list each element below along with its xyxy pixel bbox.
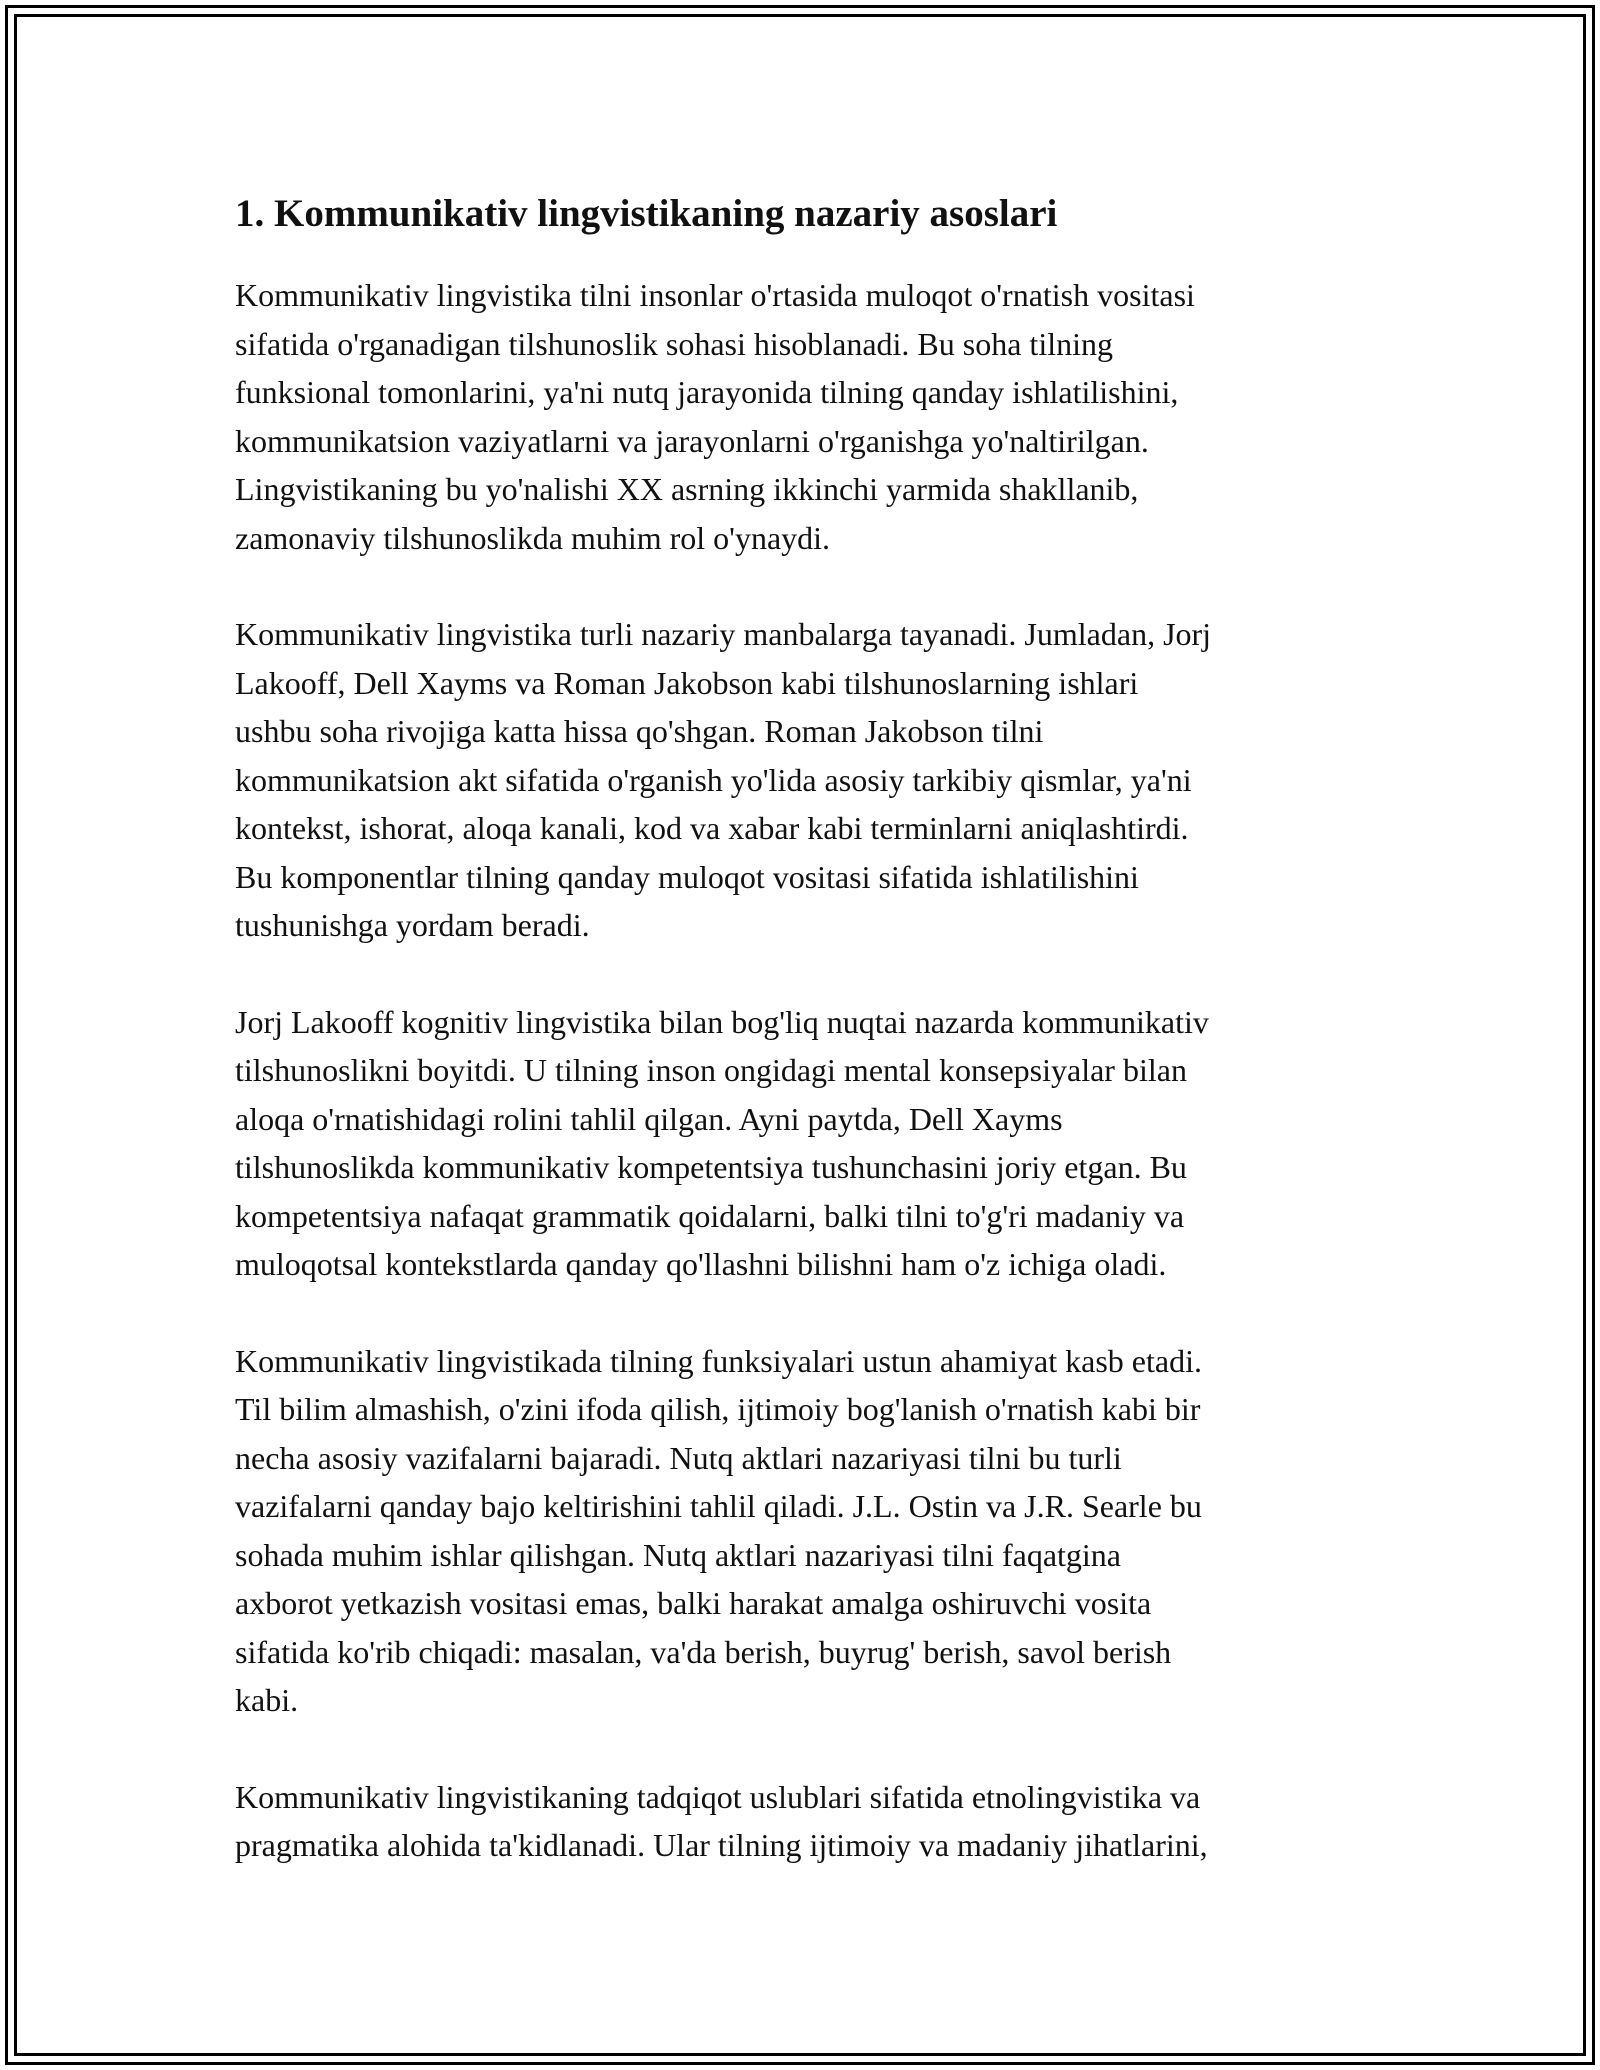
text-line: Kommunikativ lingvistika turli nazariy manbalarga tayanadi. Jumladan, Jorj xyxy=(235,616,1212,652)
text-line: tushunishga yordam beradi. xyxy=(235,907,590,943)
text-line: kontekst, ishorat, aloqa kanali, kod va xabar kabi terminlarni aniqlashtirdi. xyxy=(235,810,1189,846)
text-line: tilshunoslikda kommunikativ kompetentsiya tushunchasini joriy etgan. Bu xyxy=(235,1149,1187,1185)
text-line: kommunikatsion akt sifatida o'rganish yo'lida asosiy tarkibiy qismlar, ya'ni xyxy=(235,761,1192,798)
text-line: kompetentsiya nafaqat grammatik qoidalarni, balki tilni to'g'ri madaniy va xyxy=(235,1197,1185,1234)
paragraph-4 xyxy=(235,1337,1365,1725)
section-heading: 1. Kommunikativ lingvistikaning nazariy asoslari xyxy=(235,192,1058,235)
text-line: tilshunoslikni boyitdi. U tilning inson ongidagi mental konsepsiyalar bilan xyxy=(235,1052,1187,1088)
text-line: sifatida o'rganadigan tilshunoslik sohasi hisoblanadi. Bu soha tilning xyxy=(235,325,1113,362)
text-line: Kommunikativ lingvistikaning tadqiqot uslublari sifatida etnolingvistika va xyxy=(235,1778,1201,1815)
text-line: axborot yetkazish vositasi emas, balki harakat amalga oshiruvchi vosita xyxy=(235,1585,1152,1621)
text-line: ushbu soha rivojiga katta hissa qo'shgan. Roman Jakobson tilni xyxy=(235,713,1044,749)
text-line: kommunikatsion vaziyatlarni va jarayonlarni o'rganishga yo'naltirilgan. xyxy=(235,422,1149,459)
text-line: funksional tomonlarini, ya'ni nutq jarayonida tilning qanday ishlatilishini, xyxy=(235,374,1179,410)
text-line: kabi. xyxy=(235,1682,299,1718)
text-line: sohada muhim ishlar qilishgan. Nutq aktlari nazariyasi tilni faqatgina xyxy=(235,1536,1121,1573)
text-line: Jorj Lakooff kognitiv lingvistika bilan bog'liq nuqtai nazarda kommunikativ xyxy=(235,1003,1209,1040)
text-line: sifatida ko'rib chiqadi: masalan, va'da berish, buyrug' berish, savol berish xyxy=(235,1633,1172,1670)
text-line: Lakooff, Dell Xayms va Roman Jakobson kabi tilshunoslarning ishlari xyxy=(235,664,1139,701)
text-line: muloqotsal kontekstlarda qanday qo'llashni bilishni ham o'z ichiga oladi. xyxy=(235,1246,1167,1282)
text-line: aloqa o'rnatishidagi rolini tahlil qilgan. Ayni paytda, Dell Xayms xyxy=(235,1100,1063,1137)
text-line: zamonaviy tilshunoslikda muhim rol o'ynaydi. xyxy=(235,519,831,556)
paragraph-2 xyxy=(235,610,1365,950)
document-content xyxy=(235,185,1365,1918)
paragraph-3 xyxy=(235,998,1365,1289)
text-line: pragmatika alohida ta'kidlanadi. Ular tilning ijtimoiy va madaniy jihatlarini, xyxy=(235,1827,1208,1863)
text-line: Lingvistikaning bu yo'nalishi XX asrning ikkinchi yarmida shakllanib, xyxy=(235,471,1139,507)
text-line: necha asosiy vazifalarni bajaradi. Nutq aktlari nazariyasi tilni bu turli xyxy=(235,1439,1122,1476)
text-line: Bu komponentlar tilning qanday muloqot vositasi sifatida ishlatilishini xyxy=(235,858,1139,895)
text-line: Kommunikativ lingvistika tilni insonlar o'rtasida muloqot o'rnatish vositasi xyxy=(235,277,1195,313)
text-line: vazifalarni qanday bajo keltirishini tahlil qiladi. J.L. Ostin va J.R. Searle bu xyxy=(235,1488,1202,1524)
paragraph-1 xyxy=(235,271,1365,562)
paragraph-5 xyxy=(235,1773,1365,1870)
text-line: Kommunikativ lingvistikada tilning funksiyalari ustun ahamiyat kasb etadi. xyxy=(235,1342,1202,1379)
text-line: Til bilim almashish, o'zini ifoda qilish, ijtimoiy bog'lanish o'rnatish kabi bir xyxy=(235,1391,1201,1427)
